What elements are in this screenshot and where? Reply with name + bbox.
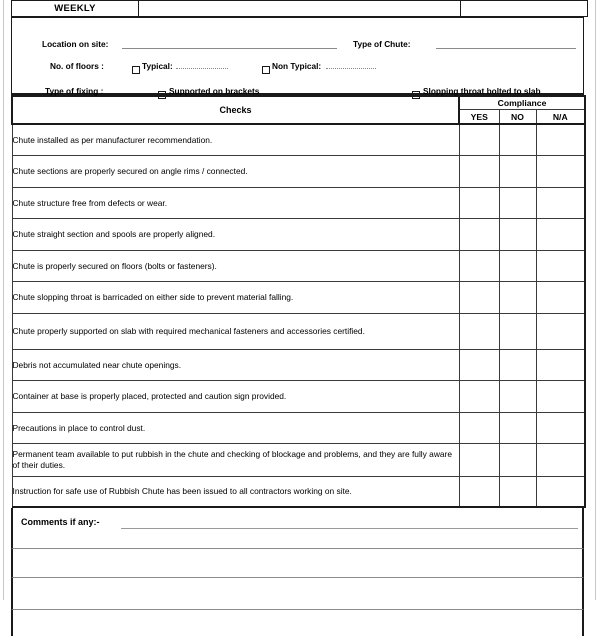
slopping-throat-bolted-label: Slopping throat bolted to slab: [423, 86, 541, 96]
checks-table-body: [12, 124, 585, 507]
checks-header-row-top: [12, 96, 585, 110]
table-row: [12, 477, 585, 508]
non-typical-label: Non Typical:: [272, 61, 322, 71]
table-row: [12, 124, 585, 156]
compliance-na-cell[interactable]: [536, 219, 585, 251]
empty-checkbox-icon: [132, 66, 140, 74]
compliance-group-header: Compliance: [459, 96, 585, 110]
compliance-na-cell[interactable]: [536, 477, 585, 508]
empty-checkbox-icon: [158, 91, 166, 99]
supported-on-brackets-checkbox[interactable]: [158, 86, 166, 104]
compliance-no-cell[interactable]: [499, 156, 536, 188]
type-of-chute-input[interactable]: [436, 39, 576, 49]
page-edge-left: [3, 0, 4, 600]
column-header-no: NO: [499, 110, 536, 125]
slopping-throat-bolted-checkbox[interactable]: [412, 86, 420, 104]
compliance-yes-cell[interactable]: [459, 219, 499, 251]
non-typical-checkbox[interactable]: [262, 61, 270, 79]
compliance-na-cell[interactable]: [536, 413, 585, 444]
comments-section: [11, 508, 584, 549]
header-right-cell[interactable]: [461, 1, 588, 17]
check-item-text: Chute structure free from defects or wear.: [12, 188, 459, 219]
table-row: [12, 188, 585, 219]
compliance-no-cell[interactable]: [499, 477, 536, 508]
compliance-yes-cell[interactable]: [459, 350, 499, 381]
column-header-na: N/A: [536, 110, 585, 125]
typical-checkbox[interactable]: [132, 61, 140, 79]
compliance-no-cell[interactable]: [499, 219, 536, 251]
check-item-text: Debris not accumulated near chute openings.: [12, 350, 459, 381]
type-of-chute-label: Type of Chute:: [353, 39, 411, 49]
compliance-na-cell[interactable]: [536, 251, 585, 282]
table-row: [12, 251, 585, 282]
compliance-yes-cell[interactable]: [459, 381, 499, 413]
compliance-yes-cell[interactable]: [459, 188, 499, 219]
location-on-site-label: Location on site:: [42, 39, 109, 49]
compliance-na-cell[interactable]: [536, 156, 585, 188]
compliance-yes-cell[interactable]: [459, 156, 499, 188]
form-document: [11, 0, 584, 636]
table-row: [12, 282, 585, 314]
check-item-text: Chute installed as per manufacturer recommendation.: [12, 124, 459, 156]
compliance-no-cell[interactable]: [499, 251, 536, 282]
compliance-no-cell[interactable]: [499, 350, 536, 381]
table-row: [12, 413, 585, 444]
comments-line-2[interactable]: [11, 578, 584, 610]
comments-label: Comments if any:-: [21, 517, 100, 527]
table-row: [12, 444, 585, 477]
compliance-no-cell[interactable]: [499, 444, 536, 477]
check-item-text: Chute slopping throat is barricaded on either side to prevent material falling.: [12, 282, 459, 314]
comments-line-3[interactable]: [11, 610, 584, 636]
compliance-yes-cell[interactable]: [459, 413, 499, 444]
compliance-yes-cell[interactable]: [459, 282, 499, 314]
compliance-no-cell[interactable]: [499, 188, 536, 219]
table-row: [12, 219, 585, 251]
typical-label: Typical:: [142, 61, 173, 71]
identification-header-table: [11, 0, 588, 17]
check-item-text: Chute properly supported on slab with required mechanical fasteners and accessories certified.: [12, 314, 459, 350]
check-item-text: Permanent team available to put rubbish in the chute and checking of blockage and problems, and they are fully aware of their duties.: [12, 444, 459, 477]
check-item-text: Chute straight section and spools are properly aligned.: [12, 219, 459, 251]
compliance-no-cell[interactable]: [499, 282, 536, 314]
no-of-floors-label: No. of floors :: [50, 61, 104, 71]
compliance-no-cell[interactable]: [499, 381, 536, 413]
comments-line-1[interactable]: [11, 549, 584, 578]
checks-table: [11, 95, 586, 508]
compliance-yes-cell[interactable]: [459, 251, 499, 282]
site-information-block: [11, 17, 584, 95]
compliance-no-cell[interactable]: [499, 314, 536, 350]
check-item-text: Precautions in place to control dust.: [12, 413, 459, 444]
table-row: [12, 314, 585, 350]
empty-checkbox-icon: [412, 91, 420, 99]
compliance-na-cell[interactable]: [536, 314, 585, 350]
check-item-text: Chute is properly secured on floors (bolts or fasteners).: [12, 251, 459, 282]
compliance-no-cell[interactable]: [499, 413, 536, 444]
table-row: [12, 156, 585, 188]
compliance-na-cell[interactable]: [536, 444, 585, 477]
page-edge-right: [595, 0, 596, 600]
table-row: [12, 381, 585, 413]
check-item-text: Chute sections are properly secured on angle rims / connected.: [12, 156, 459, 188]
check-item-text: Instruction for safe use of Rubbish Chute has been issued to all contractors working on site.: [12, 477, 459, 508]
header-middle-cell[interactable]: [139, 1, 461, 17]
compliance-na-cell[interactable]: [536, 381, 585, 413]
type-of-fixing-label: Type of fixing :: [45, 86, 104, 96]
checks-column-header: Checks: [12, 96, 459, 124]
compliance-na-cell[interactable]: [536, 282, 585, 314]
empty-checkbox-icon: [262, 66, 270, 74]
location-on-site-input[interactable]: [122, 39, 337, 49]
check-item-text: Container at base is properly placed, protected and caution sign provided.: [12, 381, 459, 413]
column-header-yes: YES: [459, 110, 499, 125]
non-typical-value-input[interactable]: [326, 61, 376, 69]
frequency-label-cell: WEEKLY: [12, 1, 139, 17]
table-row: [12, 350, 585, 381]
compliance-yes-cell[interactable]: [459, 477, 499, 508]
compliance-yes-cell[interactable]: [459, 314, 499, 350]
compliance-na-cell[interactable]: [536, 124, 585, 156]
compliance-yes-cell[interactable]: [459, 444, 499, 477]
frequency-row: [12, 1, 588, 17]
compliance-yes-cell[interactable]: [459, 124, 499, 156]
supported-on-brackets-label: Supported on brackets: [169, 86, 260, 96]
compliance-na-cell[interactable]: [536, 188, 585, 219]
comments-rule: [121, 528, 578, 529]
compliance-na-cell[interactable]: [536, 350, 585, 381]
compliance-no-cell[interactable]: [499, 124, 536, 156]
typical-value-input[interactable]: [176, 61, 228, 69]
